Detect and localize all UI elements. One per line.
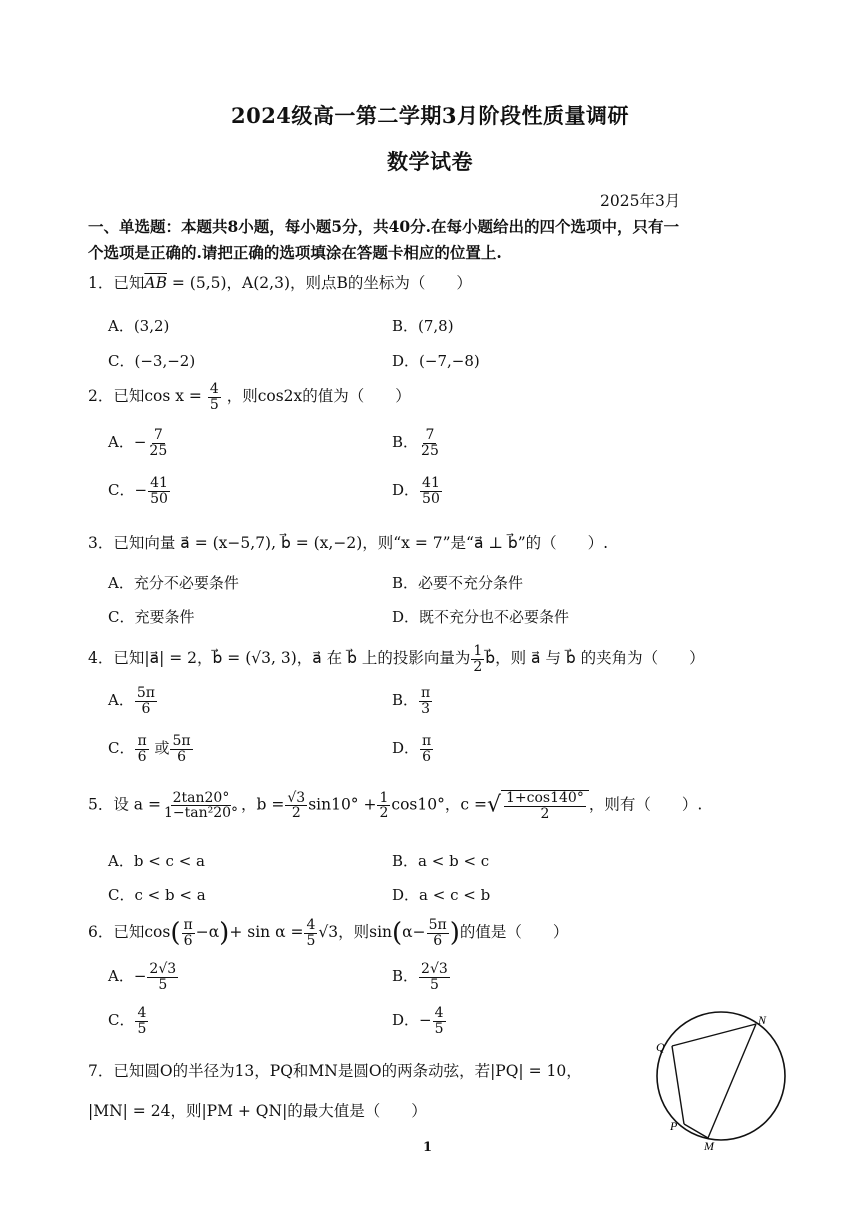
q1-option-c[interactable]: C．(−3,−2): [108, 352, 196, 370]
q3-option-d[interactable]: D．既不充分也不必要条件: [392, 608, 570, 626]
section-instructions: [88, 214, 788, 266]
question-6-stem: 6．已知cos( $\frac{\pi}{6}$ −α)+ sin α = $\frac{4}{5}$ √3，则sin(α− $\frac{5\pi}{6}$ )的值是（ ）: [88, 917, 569, 949]
q1-option-a[interactable]: A．(3,2): [108, 317, 170, 335]
question-4-stem: 4．已知|a⃗| = 2，b⃗ = (√3, 3)，a⃗ 在 b⃗ 上的投影向量为 $\frac{1}{2}$ b⃗，则 a⃗ 与 b⃗ 的夹角为（ ）: [88, 643, 705, 675]
q2-option-b[interactable]: B． $\frac{7}{25}$: [392, 427, 439, 459]
exam-title: 2024级高一第二学期3月阶段性质量调研: [230, 103, 630, 128]
question-5-stem: 5．设 a = $\frac{2\tan 20^\circ}{\text{1−tan²20°}}$ ，b = $\frac{√3}{2}$ sin10° + $\frac{1}{2}$ cos10°，c =√ $\frac{1+\cos 140^\circ}{2}$ ，则有（ ）.: [88, 789, 703, 822]
question-2-stem: 2．已知cos x = $\frac{4}{5}$ ，则cos2x的值为（ ）: [88, 381, 411, 413]
q2-option-c[interactable]: C．− $\frac{41}{50}$: [108, 475, 168, 507]
label-m: M: [704, 1139, 714, 1153]
q4-option-a[interactable]: A． $\frac{5\pi}{6}$: [108, 685, 155, 717]
sqrt-sign-icon: √: [486, 792, 501, 818]
label-n: N: [758, 1013, 767, 1027]
section-line-1: 一、单选题：本题共8小题，每小题5分，共40分.在每小题给出的四个选项中，只有一: [88, 217, 680, 236]
q1-option-d[interactable]: D．(−7,−8): [392, 352, 480, 370]
q5-option-a[interactable]: A．b < c < a: [108, 852, 205, 870]
question-1-stem: 1．已知$\overline{AB} = (5,5)$，A(2,3)，则点B的坐标为（ ）: [88, 274, 472, 292]
label-p: P: [670, 1119, 678, 1133]
exam-date: 2025年3月: [600, 192, 681, 210]
q6-option-b[interactable]: B． $\frac{2√3}{5}$: [392, 961, 448, 993]
chord-mn: [708, 1024, 756, 1138]
section-line-2: 个选项是正确的.请把正确的选项填涂在答题卡相应的位置上.: [88, 243, 502, 262]
q5-option-b[interactable]: B．a < b < c: [392, 852, 490, 870]
q3-option-b[interactable]: B．必要不充分条件: [392, 574, 524, 592]
question-7-line-1: 7．已知圆O的半径为13，PQ和MN是圆O的两条动弦，若|PQ| = 10，: [88, 1062, 582, 1080]
question-7-line-2: |MN| = 24，则|PM + QN|的最大值是（ ）: [88, 1102, 427, 1120]
label-q: Q: [656, 1040, 665, 1054]
exam-subtitle: 数学试卷: [387, 149, 473, 174]
q2-option-d[interactable]: D． $\frac{41}{50}$: [392, 475, 440, 507]
q1-option-b[interactable]: B．(7,8): [392, 317, 454, 335]
q6-option-c[interactable]: C． $\frac{4}{5}$: [108, 1005, 147, 1037]
q4-option-c[interactable]: C． $\frac{\pi}{6}$ 或 $\frac{5\pi}{6}$: [108, 733, 191, 765]
circle-diagram: [648, 1010, 798, 1155]
chord-qn: [672, 1024, 756, 1046]
q5-option-c[interactable]: C．c < b < a: [108, 886, 206, 904]
question-3-stem: 3．已知向量 a⃗ = (x−5,7), b⃗ = (x,−2)，则“x = 7”是“a⃗ ⊥ b⃗”的（ ）.: [88, 534, 609, 552]
q2-option-a[interactable]: A．− $\frac{7}{25}$: [108, 427, 168, 459]
fraction: $\frac{4}{5}$: [209, 381, 219, 413]
q4-option-b[interactable]: B． $\frac{\pi}{3}$: [392, 685, 431, 717]
q5-option-d[interactable]: D．a < c < b: [392, 886, 491, 904]
q3-option-c[interactable]: C．充要条件: [108, 608, 195, 626]
page-number: 1: [423, 1140, 433, 1155]
vector-ab: $\overline{AB}$: [144, 274, 167, 292]
q4-option-d[interactable]: D． $\frac{\pi}{6}$: [392, 733, 432, 765]
q3-option-a[interactable]: A．充分不必要条件: [108, 574, 239, 592]
q6-option-d[interactable]: D．− $\frac{4}{5}$: [392, 1005, 444, 1037]
q6-option-a[interactable]: A．− $\frac{2√3}{5}$: [108, 961, 177, 993]
chord-qp: [672, 1046, 684, 1124]
